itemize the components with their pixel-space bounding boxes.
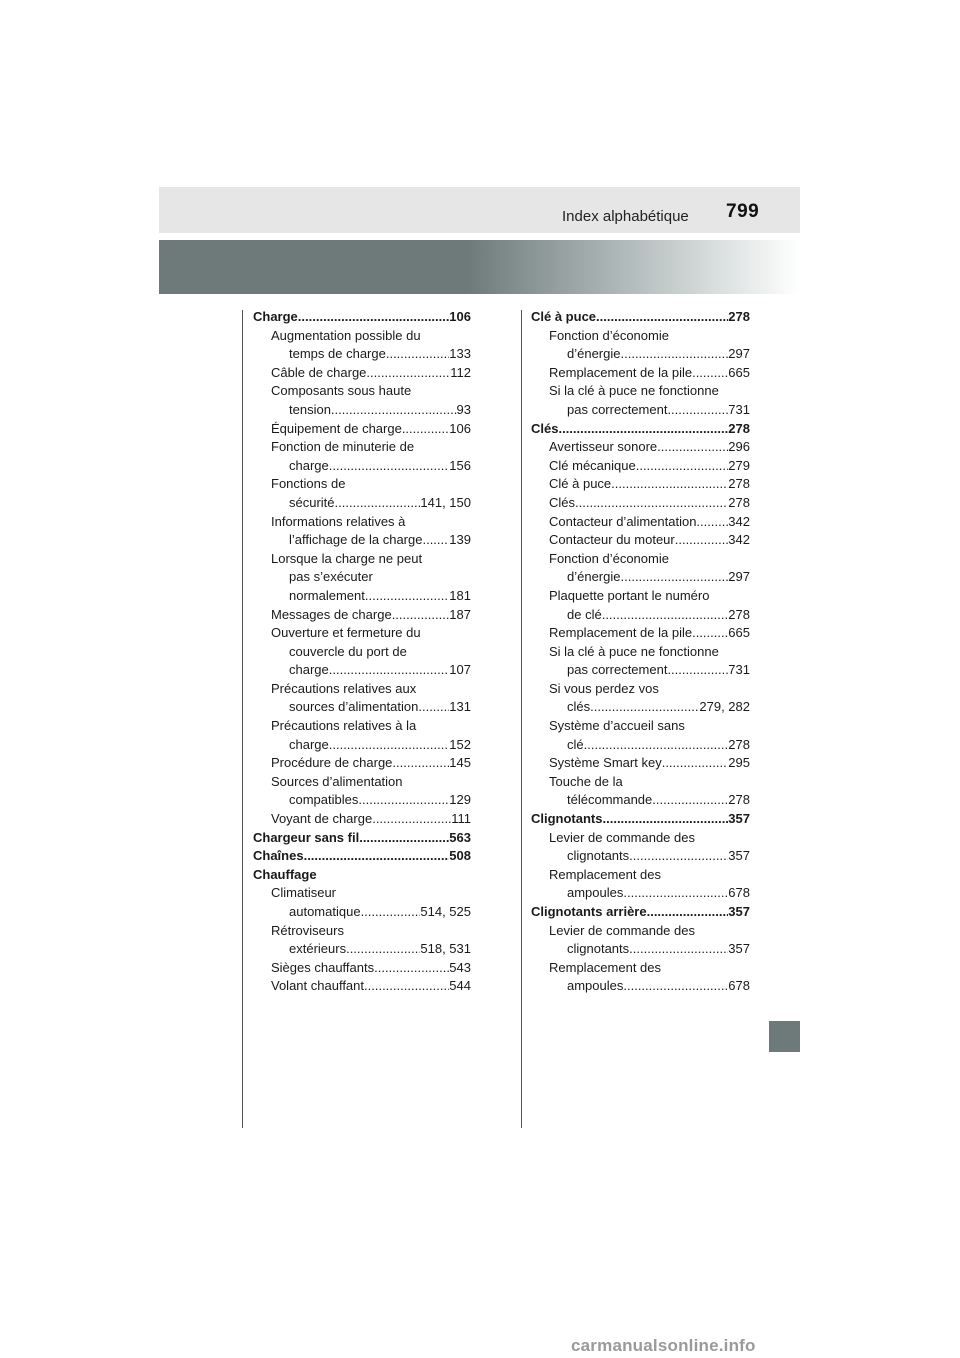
entry-label: Plaquette portant le numéro: [549, 587, 710, 603]
leader-dots: [623, 884, 728, 903]
leader-dots: [602, 606, 729, 625]
index-subentry: [531, 401, 750, 420]
index-subentry: [253, 940, 471, 959]
index-subentry: [531, 754, 750, 773]
entry-label: clignotants: [567, 848, 630, 864]
index-subentry: [531, 364, 750, 383]
leader-dots: [359, 829, 449, 848]
index-subentry: [253, 754, 471, 773]
entry-label: Contacteur du moteur: [549, 532, 675, 548]
header-title: Index alphabétique: [562, 208, 689, 225]
index-subentry: [531, 661, 750, 680]
page-reference: 543: [449, 959, 471, 975]
entry-label: Si la clé à puce ne fonctionne: [549, 643, 719, 659]
index-subentry: [253, 773, 471, 792]
entry-label: d’énergie: [567, 569, 621, 585]
leader-dots: [361, 903, 421, 922]
entry-label: pas correctement: [567, 401, 668, 417]
entry-label: Charge: [253, 309, 298, 324]
index-subentry: [253, 475, 471, 494]
leader-dots: [692, 624, 728, 643]
leader-dots: [662, 754, 729, 773]
index-subentry: [531, 438, 750, 457]
entry-label: Précautions relatives à la: [271, 718, 417, 734]
entry-label: Augmentation possible du: [271, 327, 421, 343]
entry-label: Touche de la: [549, 773, 623, 789]
entry-label: Informations relatives à: [271, 513, 406, 529]
entry-label: Clé à puce: [549, 476, 612, 492]
leader-dots: [335, 494, 421, 513]
page-reference: 129: [449, 792, 471, 808]
page-reference: 187: [449, 606, 471, 622]
entry-label: pas correctement: [567, 662, 668, 678]
index-entry: [253, 829, 471, 848]
index-subentry: [531, 736, 750, 755]
index-subentry: [253, 922, 471, 941]
index-subentry: [531, 922, 750, 941]
index-subentry: [253, 606, 471, 625]
page-reference: 152: [449, 736, 471, 752]
index-subentry: [253, 903, 471, 922]
entry-label: d’énergie: [567, 346, 621, 362]
entry-label: normalement: [289, 587, 365, 603]
index-subentry: [531, 624, 750, 643]
page-reference: 133: [449, 346, 471, 362]
leader-dots: [558, 420, 728, 439]
leader-dots: [621, 568, 729, 587]
leader-dots: [629, 940, 728, 959]
entry-label: compatibles: [289, 792, 359, 808]
index-subentry: [253, 382, 471, 401]
page-reference: 296: [728, 439, 750, 455]
entry-label: l’affichage de la charge: [289, 532, 423, 548]
entry-label: Clés: [549, 494, 576, 510]
index-subentry: [253, 531, 471, 550]
entry-label: clignotants: [567, 941, 630, 957]
header-band: [159, 187, 800, 233]
index-subentry: [531, 475, 750, 494]
page-reference: 514, 525: [420, 904, 471, 919]
entry-label: sources d’alimentation: [289, 699, 419, 715]
index-subentry: [531, 587, 750, 606]
entry-label: couvercle du port de: [289, 643, 407, 659]
index-subentry: [531, 884, 750, 903]
index-subentry: [531, 345, 750, 364]
index-subentry: [531, 680, 750, 699]
page-number: 799: [726, 201, 760, 222]
index-subentry: [253, 513, 471, 532]
entry-label: Messages de charge: [271, 606, 392, 622]
leader-dots: [386, 345, 449, 364]
leader-dots: [392, 754, 449, 773]
index-entry: [531, 308, 750, 327]
entry-label: Si vous perdez vos: [549, 680, 659, 696]
index-subentry: [253, 643, 471, 662]
index-subentry: [531, 959, 750, 978]
page-reference: 278: [728, 309, 750, 324]
leader-dots: [329, 457, 450, 476]
leader-dots: [652, 791, 728, 810]
index-subentry: [253, 327, 471, 346]
index-subentry: [531, 606, 750, 625]
entry-label: Levier de commande des: [549, 829, 695, 845]
entry-label: charge: [289, 662, 329, 678]
page-reference: 278: [728, 792, 750, 808]
leader-dots: [418, 698, 449, 717]
entry-label: Remplacement de la pile: [549, 364, 693, 380]
leader-dots: [365, 587, 449, 606]
page-reference: 357: [728, 848, 750, 864]
leader-dots: [298, 308, 450, 327]
entry-label: télécommande: [567, 792, 653, 808]
page-reference: 297: [728, 569, 750, 585]
entry-label: extérieurs: [289, 941, 347, 957]
entry-label: Chaînes: [253, 848, 304, 864]
leader-dots: [603, 810, 729, 829]
leader-dots: [629, 847, 728, 866]
entry-label: Fonction d’économie: [549, 327, 669, 343]
index-subentry: [531, 698, 750, 717]
leader-dots: [329, 736, 450, 755]
leader-dots: [575, 494, 728, 513]
index-subentry: [531, 382, 750, 401]
page-reference: 107: [449, 662, 471, 678]
entry-label: Équipement de charge: [271, 420, 402, 436]
page-reference: 278: [728, 736, 750, 752]
entry-label: Chargeur sans fil: [253, 829, 360, 845]
page-reference: 678: [728, 978, 750, 994]
index-subentry: [253, 959, 471, 978]
leader-dots: [372, 810, 451, 829]
entry-label: ampoules: [567, 978, 624, 994]
entry-label: Fonctions de: [271, 476, 346, 492]
leader-dots: [596, 308, 728, 327]
index-entry: [531, 903, 750, 922]
index-subentry: [253, 438, 471, 457]
page-reference: 665: [728, 364, 750, 380]
entry-label: temps de charge: [289, 346, 386, 362]
index-subentry: [531, 791, 750, 810]
page-reference: 278: [728, 494, 750, 510]
entry-label: Volant chauffant: [271, 978, 365, 994]
leader-dots: [366, 364, 450, 383]
page-reference: 665: [728, 625, 750, 641]
index-subentry: [531, 327, 750, 346]
section-tab-marker: [769, 1021, 800, 1052]
index-entry: [531, 420, 750, 439]
entry-label: automatique: [289, 904, 361, 919]
page-reference: 145: [449, 755, 471, 771]
entry-label: charge: [289, 736, 329, 752]
page-reference: 139: [449, 532, 471, 548]
index-subentry: [253, 345, 471, 364]
page-reference: 731: [728, 401, 750, 417]
index-subentry: [531, 494, 750, 513]
entry-label: de clé: [567, 606, 602, 622]
index-entry: [253, 866, 471, 885]
page-reference: 181: [449, 587, 471, 603]
leader-dots: [364, 977, 449, 996]
leader-dots: [590, 698, 699, 717]
index-subentry: [531, 643, 750, 662]
watermark-text: carmanualsonline.info: [571, 1336, 756, 1355]
index-subentry: [253, 401, 471, 420]
leader-dots: [667, 401, 728, 420]
index-subentry: [253, 661, 471, 680]
leader-dots: [696, 513, 728, 532]
entry-label: Chauffage: [253, 866, 317, 882]
index-subentry: [531, 717, 750, 736]
entry-label: tension: [289, 401, 331, 417]
leader-dots: [346, 940, 420, 959]
index-subentry: [253, 624, 471, 643]
entry-label: ampoules: [567, 885, 624, 901]
leader-dots: [304, 847, 450, 866]
entry-label: Fonction de minuterie de: [271, 439, 415, 455]
entry-label: Câble de charge: [271, 364, 367, 380]
entry-label: pas s’exécuter: [289, 569, 373, 585]
leader-dots: [611, 475, 728, 494]
index-subentry: [531, 531, 750, 550]
page-reference: 678: [728, 885, 750, 901]
entry-label: Sources d’alimentation: [271, 773, 403, 789]
entry-label: Rétroviseurs: [271, 922, 344, 938]
page-reference: 131: [449, 699, 471, 715]
leader-dots: [675, 531, 729, 550]
index-subentry: [253, 457, 471, 476]
index-subentry: [253, 568, 471, 587]
entry-label: Avertisseur sonore: [549, 439, 658, 455]
index-subentry: [253, 884, 471, 903]
page-reference: 518, 531: [420, 941, 471, 957]
index-subentry: [253, 736, 471, 755]
leader-dots: [647, 903, 729, 922]
index-subentry: [253, 494, 471, 513]
left-column-rule: [242, 310, 243, 1128]
leader-dots: [329, 661, 450, 680]
entry-label: Levier de commande des: [549, 922, 695, 938]
index-subentry: [253, 587, 471, 606]
page-reference: 156: [449, 457, 471, 473]
page-reference: 357: [728, 904, 750, 919]
leader-dots: [623, 977, 728, 996]
page-reference: 544: [449, 978, 471, 994]
index-subentry: [531, 829, 750, 848]
entry-label: charge: [289, 457, 329, 473]
entry-label: Remplacement des: [549, 959, 661, 975]
index-subentry: [531, 866, 750, 885]
page-reference: 93: [456, 401, 471, 417]
entry-label: sécurité: [289, 494, 335, 510]
page-reference: 111: [451, 811, 471, 827]
entry-label: Remplacement de la pile: [549, 625, 693, 641]
page-reference: 295: [728, 755, 750, 771]
leader-dots: [374, 959, 449, 978]
entry-label: Contacteur d’alimentation: [549, 513, 697, 529]
entry-label: Système d’accueil sans: [549, 718, 685, 734]
entry-label: Fonction d’économie: [549, 550, 669, 566]
page-reference: 106: [449, 309, 471, 324]
entry-label: Clés: [531, 420, 559, 436]
page-reference: 508: [449, 848, 471, 864]
entry-label: Clé à puce: [531, 309, 597, 324]
index-subentry: [253, 364, 471, 383]
index-subentry: [531, 977, 750, 996]
entry-label: Précautions relatives aux: [271, 680, 417, 696]
section-gradient-bar: [159, 240, 800, 294]
index-entry: [253, 308, 471, 327]
entry-label: Si la clé à puce ne fonctionne: [549, 383, 719, 399]
entry-label: Climatiseur: [271, 885, 337, 901]
entry-label: Voyant de charge: [271, 811, 373, 827]
index-subentry: [531, 457, 750, 476]
entry-label: clés: [567, 699, 591, 715]
page-reference: 342: [728, 513, 750, 529]
leader-dots: [692, 364, 728, 383]
index-subentry: [531, 773, 750, 792]
page-reference: 278: [728, 476, 750, 492]
page-reference: 731: [728, 662, 750, 678]
entry-label: Lorsque la charge ne peut: [271, 550, 423, 566]
leader-dots: [331, 401, 457, 420]
index-subentry: [253, 810, 471, 829]
leader-dots: [422, 531, 449, 550]
page-reference: 357: [728, 811, 750, 827]
leader-dots: [667, 661, 728, 680]
entry-label: clé: [567, 736, 584, 752]
entry-label: Clignotants arrière: [531, 904, 647, 919]
page-reference: 563: [449, 829, 471, 845]
index-subentry: [253, 717, 471, 736]
index-subentry: [531, 568, 750, 587]
leader-dots: [392, 606, 450, 625]
index-subentry: [531, 550, 750, 569]
index-entry: [253, 847, 471, 866]
index-column-right: [531, 308, 750, 996]
entry-label: Sièges chauffants: [271, 959, 375, 975]
entry-label: Ouverture et fermeture du: [271, 625, 421, 641]
entry-label: Composants sous haute: [271, 383, 412, 399]
index-subentry: [531, 513, 750, 532]
leader-dots: [621, 345, 729, 364]
index-subentry: [253, 420, 471, 439]
page-reference: 342: [728, 532, 750, 548]
page-reference: 141, 150: [420, 494, 471, 510]
leader-dots: [358, 791, 449, 810]
entry-label: Système Smart key: [549, 755, 662, 771]
page-reference: 357: [728, 941, 750, 957]
index-subentry: [531, 847, 750, 866]
page-reference: 278: [728, 606, 750, 622]
leader-dots: [636, 457, 729, 476]
leader-dots: [402, 420, 449, 439]
center-column-rule: [521, 310, 522, 1128]
page-reference: 112: [450, 364, 471, 380]
leader-dots: [584, 736, 729, 755]
page-reference: 279, 282: [699, 699, 750, 715]
index-subentry: [253, 680, 471, 699]
entry-label: Clignotants: [531, 811, 603, 827]
page-reference: 279: [728, 457, 750, 473]
index-subentry: [253, 977, 471, 996]
index-subentry: [531, 940, 750, 959]
page-reference: 106: [449, 420, 471, 436]
page-reference: 297: [728, 346, 750, 362]
index-subentry: [253, 791, 471, 810]
index-subentry: [253, 550, 471, 569]
entry-label: Remplacement des: [549, 866, 661, 882]
entry-label: Clé mécanique: [549, 457, 636, 473]
entry-label: Procédure de charge: [271, 755, 393, 771]
page-reference: 278: [728, 420, 750, 436]
index-subentry: [253, 698, 471, 717]
leader-dots: [657, 438, 728, 457]
index-column-left: [253, 308, 471, 996]
index-entry: [531, 810, 750, 829]
